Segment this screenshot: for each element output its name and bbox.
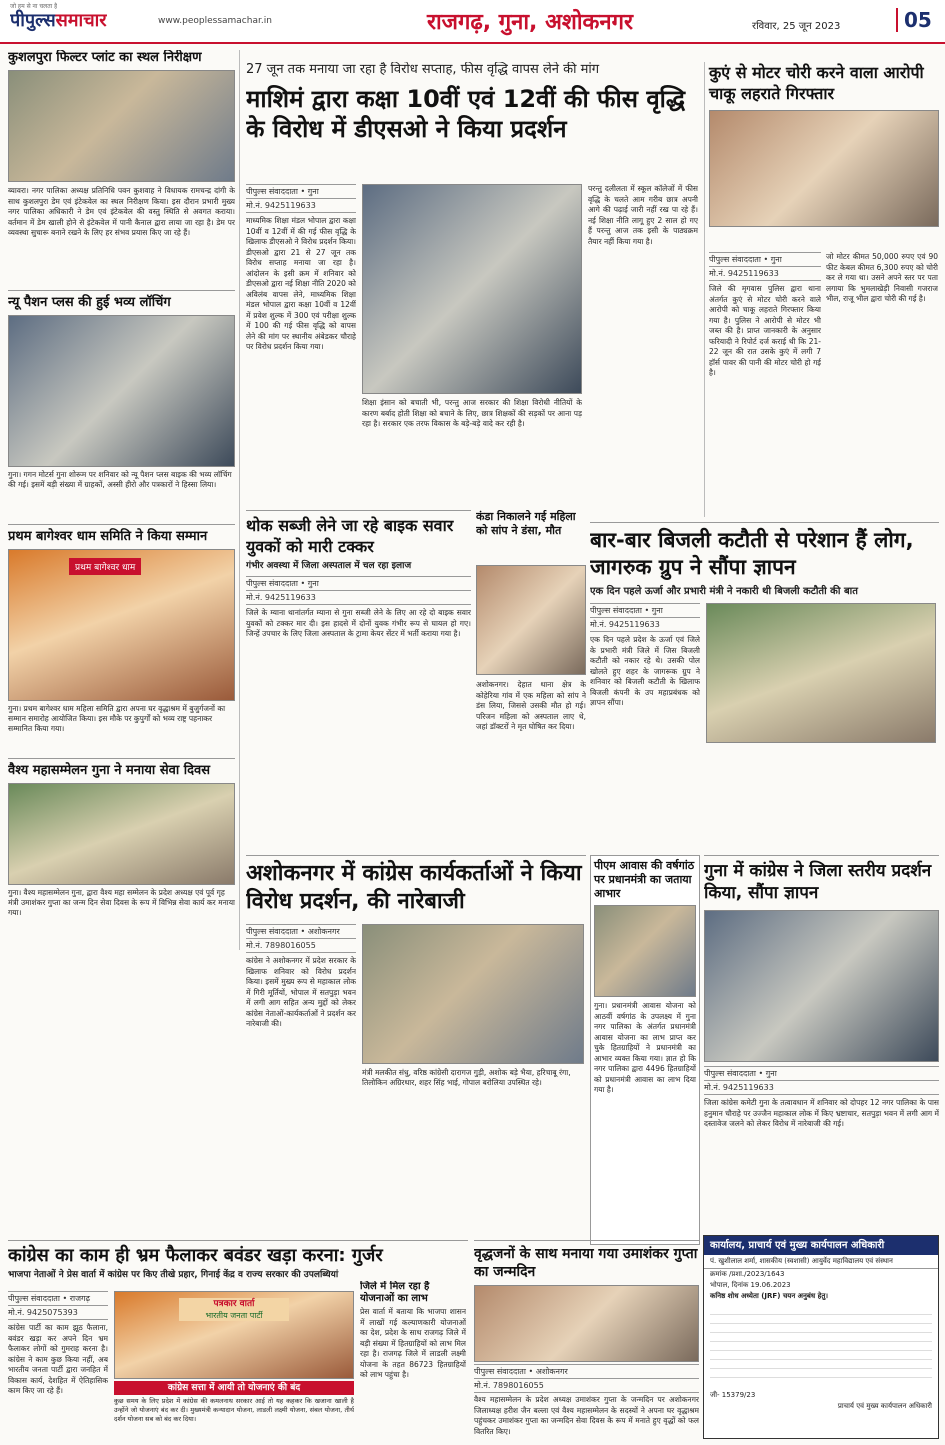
government-notice-ad [703,1235,939,1439]
logo-part-b: समाचार [55,10,107,31]
byline: पीपुल्स संवाददाता • गुना [704,1066,939,1081]
power-cut-story [590,522,939,852]
story-headline: अशोकनगर में कांग्रेस कार्यकर्ताओं ने किया विरोध प्रदर्शन, की नारेबाजी [246,861,582,914]
masthead [0,0,945,44]
ad-subheading: पं. खुशीलाल शर्मा, शासकीय (स्वशासी) आयुर्वेद महाविद्यालय एवं संस्थान [710,1257,893,1265]
ad-signature: प्राचार्य एवं मुख्य कार्यपालन अधिकारी [837,1402,932,1410]
pm-awas-story [590,855,700,1245]
lead-text: माध्यमिक शिक्षा मंडल भोपाल द्वारा कक्षा 10वीं व 12वीं में की गई फीस वृद्धि के खिलाफ डीएसओ ने विरोध प्रदर्शन किया। डीएसओ द्वारा 21 से 27 जून तक विरोध सप्ताह मनाया जा रहा है। आंदोलन के इसी क्रम में शनिवार को डीएसओ द्वारा नई शिक्षा नीति 2020 को अविलंब वापस लेने, माध्यमिक शिक्षा मंडल भोपाल द्वारा कक्षा 10वीं व 12वीं में प्रवेश शुल्क में 300 एवं परीक्षा शुल्क में 100 की गई फीस वृद्धि को वापस लेने की मांग पर स्थानीय अंबेडकर चौराहे पर विरोध प्रदर्शन किया गया। [246,216,356,351]
byline: पीपुल्स संवाददाता • गुना [590,603,700,618]
press-banner: पत्रकार वार्ता [179,1298,289,1310]
ashoknagar-congress-story [246,855,586,1245]
story-photo [704,910,939,1062]
gurjar-story [8,1240,468,1440]
page-number: 05 [896,8,932,32]
lead-protest-photo [362,184,582,394]
byline: पीपुल्स संवाददाता • गुना [709,252,821,267]
scheme-text: प्रेस वार्ता में बताया कि भाजपा शासन में लाखों गई कल्याणकारी योजनाओं का देश, प्रदेश के साथ राजगढ़ जिले में बड़ी संख्या में हितग्राहियों को लाभ मिल रहा है। राजगढ़ जिले में लाडली लक्ष्मी योजना के तहत 86723 हितग्राहियों को लाभ पहुंचा है। [360,1307,466,1379]
col-a [8,1291,108,1439]
ad-date: भोपाल, दिनांक 19.06.2023 [710,1281,791,1289]
divider [8,758,235,759]
byline: पीपुल्स संवाददाता • गुना [246,576,471,591]
press-conference-photo [114,1291,354,1379]
story-headline: पीएम आवास की वर्षगांठ पर प्रधानमंत्री का जताया आभार [594,859,695,900]
story-photo [8,783,235,885]
story-text: जिले के म्याना थानांतर्गत म्याना से गुना सब्जी लेने के लिए आ रहे दो बाइक सवार युवकों को टक्कर मार दी। इस हादसे में दोनों युवक गंभीर रूप से घायल हो गए। जिन्हें उपचार के लिए जिला अस्पताल के ट्रामा केयर सेंटर में भर्ती कराया गया है। [246,608,471,638]
byline-mobile: मो.नं. 9425119633 [246,199,356,213]
byline-mobile: मो.नं. 9425119633 [246,591,471,605]
logo-part-a: पीपुल्स [10,10,56,31]
photo-caption: मंत्री मलकीत संधु, वरिष्ठ कांग्रेसी दारागज गुड़ी, अशोक बड़े भैया, हरिचाबू रंगा, तिलोकिन अग्रिरथार, शहर सिंह भाई, गोपाल बरोलिया उपस्थित रहे। [362,1068,571,1087]
protest-crowd-photo [362,924,584,1064]
ad-code: जी- 15379/23 [710,1391,756,1399]
divider [8,524,235,525]
lead-headline: माशिमं द्वारा कक्षा 10वीं एवं 12वीं की फीस वृद्धि के विरोध में डीएसओ ने किया प्रदर्शन [246,85,686,143]
story-photo [8,549,235,701]
story-subhead: एक दिन पहले ऊर्जा और प्रभारी मंत्री ने नकारी थी बिजली कटौती की बात [590,586,858,597]
story-photo [8,70,235,182]
story-headline: कंडा निकालने गई महिला को सांप ने डंसा, मौत [476,510,576,537]
newspaper-logo [10,8,107,32]
col-a [590,603,700,848]
lead-text-continued: शिक्षा इंसान को बचाती भी, परन्तु आज सरकार की शिक्षा विरोधी नीतियों के कारण बर्बाद होती शिक्षा को बचाने के लिए, छात्र शिक्षकों की सड़कों पर आना पड़ रहा है। सरकार एक तरफ विकास के बड़े-बड़े वादे कर रही है। [362,398,582,428]
guna-congress-story [704,855,939,1230]
story-headline: थोक सब्जी लेने जा रहे बाइक सवार युवकों को मारी टक्कर [246,516,454,556]
bike-accident-story [246,510,471,845]
story-photo [8,315,235,467]
story-title: वैश्य महासम्मेलन गुना ने मनाया सेवा दिवस [8,763,211,778]
scheme-box [360,1281,466,1439]
byline: पीपुल्स संवाददाता • गुना [246,184,356,199]
lead-text-side: परन्तु दलीलता में स्कूल कॉलेजों में फीस वृद्धि के चलते आम गरीब छात्र अपनी आगे की पढ़ाई जारी नहीं रख पा रहे हैं। नई शिक्षा नीति लागू हुए 2 साल हो गए हैं परन्तु आज तक इसी के पाठ्यक्रम तैयार नहीं किया गया है। [588,184,698,246]
story-headline: बार-बार बिजली कटौती से परेशान हैं लोग, जागरुक ग्रुप ने सौंपा ज्ञापन [590,528,914,579]
lead-story [246,62,698,492]
story-text: ब्यावरा। नगर पालिका अध्यक्ष प्रतिनिधि पवन कुशवाह ने विधायक रामचन्द्र दांगी के साथ कुशलपुरा डेम एवं इंटेकवेल का स्थल निरीक्षण किया। इस दौरान प्रभारी मुख्य नगर पालिका अधिकारी ने डेम एवं इंटेकवेल की वस्तु स्थिति से अवगत कराया। वर्तमान में डेम खाली होने से इंटेकवेल में पानी कैनाल द्वारा लाया जा रहा है। डेम पर व्यवस्था सुचारू बनाने रखने के लिए हर संभव प्रयास किए जा रहे हैं। [8,186,235,237]
scheme-title: जिले में मिल रहा है योजनाओं का लाभ [360,1281,430,1304]
byline: पीपुल्स संवाददाता • राजगढ़ [8,1291,108,1306]
story-text: कांग्रेस ने अशोकनगर में प्रदेश सरकार के खिलाफ शनिवार को विरोध प्रदर्शन किया। इसमें मुख्य रूप से महाकाल लोक में गिरी मूर्तियों, भोपाल में सतपुड़ा भवन में लगी आग सहित अन्य मुद्दों को लेकर कांग्रेस नेताओं-कार्यकर्ताओं ने प्रदर्शन कर नारेबाजी की। [246,956,356,1028]
photo-caption: गुना। प्रथम बागेश्वर धाम महिला समिति द्वारा अपना घर वृद्धाश्रम में बुजुर्गजनों का सम्मान समारोह आयोजित किया। इस मौके पर कुपुर्गों को भव्य राष्ट्र पहनाकर सम्मानित किया गया। [8,704,226,733]
ad-heading: कार्यालय, प्राचार्य एवं मुख्य कार्यपालन अधिकारी [704,1236,938,1255]
story-text: गुना। प्रधानमंत्री आवास योजना को आठवीं वर्षगांठ के उपलक्ष्य में गुना नगर पालिका के अंतर्गत प्रधानमंत्री आवास योजना का लाभ प्राप्त कर चुके हितग्राहियों ने प्रधानमंत्री का आभार व्यक्त किया गया। ज्ञात हो कि नगर पालिका द्वारा 4496 हितग्राहियों को प्रधानमंत्री आवास का लाभ दिया गया है। [594,1001,696,1094]
ad-ref-number: क्रमांक /प्रशा./2023/1643 [710,1270,785,1278]
photo-caption: गुना। वैश्य महासम्मेलन गुना, द्वारा वैश्य महा सम्मेलन के प्रदेश अध्यक्ष एवं पूर्व गृह मंत्री उमाशंकर गुप्ता का जन्म दिन सेवा दिवस के रूप में विभिन्न सेवा कार्य कर मनाया गया। [8,888,235,917]
photo-caption: गुना। गगन मोटर्स गुना शोरूम पर शनिवार को न्यू पैशन प्लस बाइक की भव्य लॉचिंग की गई। इसमें बड़ी संख्या में ग्राहकों, अस्सी हीरो और पत्रकारों ने हिस्सा लिया। [8,470,232,489]
byline-mobile: मो.नं. 9425075393 [8,1306,108,1320]
story-text: जिला कांग्रेस कमेटी गुना के तत्वावधान में शनिवार को दोपहर 12 नगर पालिका के पास हनुमान चौराहे पर उज्जैन महाकाल लोक में किए भ्रष्टाचार, सतपुड़ा भवन में लगी आग में दस्तावेज जलने को लेकर विरोध में नारेबाजी की गई। [704,1098,939,1128]
red-strip-headline: कांग्रेस सत्ता में आयी तो योजनाएं की बंद [114,1381,354,1395]
story-headline: वृद्धजनों के साथ मनाया गया उमाशंकर गुप्ता का जन्मदिन [474,1246,698,1280]
left-column [8,50,240,950]
issue-date: रविवार, 25 जून 2023 [752,21,841,32]
lead-body-col [246,184,356,489]
motor-theft-story [704,62,939,517]
section-title: राजगढ़, गुना, अशोकनगर [426,10,634,35]
story-subhead: गंभीर अवस्था में जिला अस्पताल में चल रहा इलाज [246,561,412,571]
byline-mobile: मो.नं. 7898016055 [246,939,356,953]
story-text: जिले की मृगवास पुलिस द्वारा थाना अंतर्गत कुएं से मोटर चोरी करने वाले आरोपी को चाकू लहराते गिरफ्तार किया गया है। पुलिस ने आरोपी से मोटर भी जब्त की है। प्राप्त जानकारी के अनुसार फरियादी ने रिपोर्ट दर्ज कराई थी कि 21-22 जून की रात उसके कुएं में लगी 7 हॉर्स पावर की पानी की मोटर चोरी हो गई है। [709,284,821,377]
story-text-continued: जो मोटर कीमत 50,000 रुपए एवं 90 फीट केबल कीमत 6,300 रुपए को चोरी कर ले गया था। उसने अपने स्तर पर पता लगाया कि भुमलाखेड़ी निवासी गजराज भील, राजू भील द्वारा चोरी की गई है। [826,252,938,303]
story-photo [709,110,939,227]
story-title: प्रथम बागेश्वर धाम समिति ने किया सम्मान [8,529,208,544]
story-text: वैश्य महासम्मेलन के प्रदेश अध्यक्ष उमाशंकर गुप्ता के जन्मदिन पर अशोकनगर जिलाध्यक्ष हरीश जैन बल्ला एवं वैश्य महासम्मेलन के सदस्यों ने अपना घर वृद्धाश्रम पहुंचकर उमाशंकर गुप्ता का जन्मदिन सेवा दिवस के रूप में मनाते हुए वृद्धों को फल वितरित किए। [474,1395,699,1436]
byline: पीपुल्स संवाददाता • अशोकनगर [246,924,356,939]
press-banner-2: भारतीय जनता पार्टी [179,1310,289,1321]
story-subhead: भाजपा नेताओं ने प्रेस वार्ता में कांग्रेस पर किए तीखे प्रहार, गिनाई केंद्र व राज्य सरकार की उपलब्धियां [8,1270,339,1280]
story-title: कुशलपुरा फिल्टर प्लांट का स्थल निरीक्षण [8,50,202,65]
story-text: एक दिन पहले प्रदेश के ऊर्जा एवं जिले के प्रभारी मंत्री जिले में जिस बिजली कटौती को नकार रहे थे। उसकी पोल खोलते हुए शहर के जागरूक ग्रुप ने शनिवार को बिजली कटौती के खिलाफ बिजली कंपनी के उप महाप्रबंधक को ज्ञापन सौंपा। [590,635,700,707]
byline: पीपुल्स संवाददाता • अशोकनगर [474,1364,699,1379]
lead-kicker: 27 जून तक मनाया जा रहा है विरोध सप्ताह, फीस वृद्धि वापस लेने की मांग [246,62,600,77]
story-photo [474,1285,699,1362]
ad-subject: कनिष्ठ शोध अध्येता (JRF) चयन अनुबंध हेतु। [710,1292,828,1300]
story-headline: कुएं से मोटर चोरी करने वाला आरोपी चाकू लहराते गिरफ्तार [709,63,924,103]
byline-mobile: मो.नं. 9425119633 [709,267,821,281]
byline-mobile: मो.नं. 9425119633 [590,618,700,632]
website-url: www.peoplessamachar.in [158,16,272,26]
memorandum-photo [706,603,936,743]
photo-banner-text: प्रथम बागेश्वर धाम [69,558,141,575]
snakebite-story [476,510,586,560]
story-headline: गुना में कांग्रेस ने जिला स्तरीय प्रदर्शन किया, सौंपा ज्ञापन [704,861,932,903]
umashankar-story [474,1240,699,1440]
story-text: कांग्रेस पार्टी का काम झूठ फैलाना, बवंडर खड़ा कर अपने दिन भ्रम फैलाकर लोगों को गुमराह करना है। कांग्रेस ने काम कुछ किया नहीं, अब भारतीय जनता पार्टी द्वारा जनहित में विकास कार्य, देशहित में ऐतिहासिक काम किए जा रहे हैं। [8,1323,108,1395]
divider [8,290,235,291]
byline-mobile: मो.नं. 7898016055 [474,1379,699,1393]
byline-mobile: मो.नं. 9425119633 [704,1081,939,1095]
story-title: न्यू पैशन प्लस की हुई भव्य लॉचिंग [8,295,171,310]
col-a [709,252,821,517]
tagline: जो हम से ना चलता है [10,3,58,10]
injured-patient-photo [476,565,586,675]
snakebite-text: अशोकनगर। देहात थाना क्षेत्र के कोहेरिया गांव में एक महिला को सांप ने डंस लिया, जिससे उसकी मौत हो गई। परिजन महिला को अस्पताल लाए थे, जहां डॉक्टरों ने मृत घोषित कर दिया। [476,680,586,731]
ad-body-lines [710,1306,932,1386]
col-a [246,924,356,1244]
story-photo [594,905,696,997]
red-strip-text: कुछ समय के लिए प्रदेश में कांग्रेस की कमलनाथ सरकार आई तो यह कहकर कि खजाना खाली है उन्होंने जो योजनाएं बंद कर दी। मुख्यमंत्री कन्यादान योजना, लाडली लक्ष्मी योजना, संबल योजना, तीर्थ दर्शन योजना सब को बंद कर दिया। [114,1397,354,1423]
story-headline: कांग्रेस का काम ही भ्रम फैलाकर बवंडर खड़ा करना: गुर्जर [8,1245,383,1266]
